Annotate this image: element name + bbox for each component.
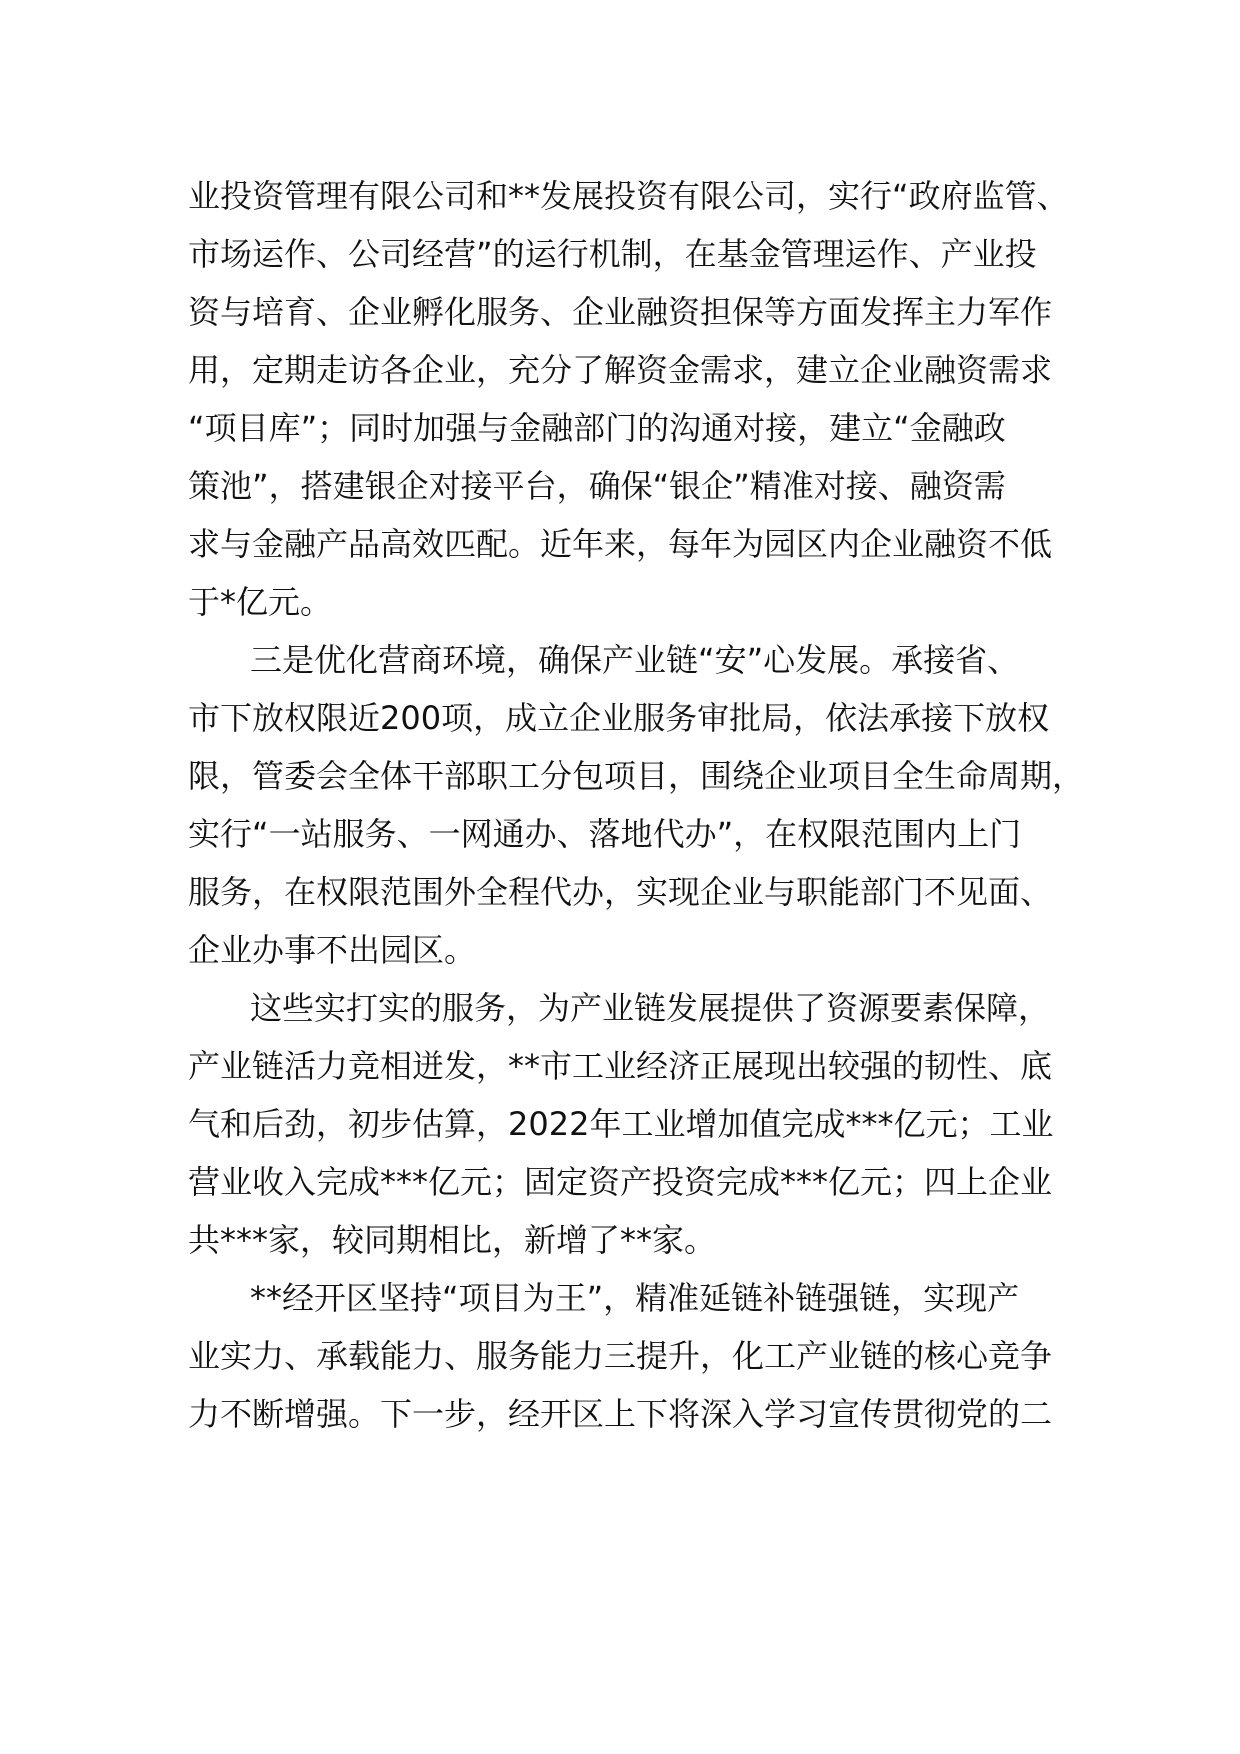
text-line: 气和后劲，初步估算，2022年工业增加值完成***亿元；工业 xyxy=(188,1105,1054,1143)
paragraph-first-line: 三是优化营商环境，确保产业链“安”心发展。承接省、 xyxy=(250,641,1020,679)
text-line: 求与金融产品高效匹配。近年来，每年为园区内企业融资不低 xyxy=(188,525,1053,563)
text-line: 业投资管理有限公司和**发展投资有限公司，实行“政府监管、 xyxy=(188,177,1069,215)
text-line: 企业办事不出园区。 xyxy=(188,931,477,969)
text-line: 市场运作、公司经营”的运行机制，在基金管理运作、产业投 xyxy=(188,235,1037,273)
text-line: 市下放权限近200项，成立企业服务审批局，依法承接下放权 xyxy=(188,699,1050,737)
text-line: 策池”，搭建银企对接平台，确保“银企”精准对接、融资需 xyxy=(188,467,1006,505)
text-line: 力不断增强。下一步，经开区上下将深入学习宣传贯彻党的二 xyxy=(188,1395,1053,1433)
paragraph-first-line: **经开区坚持“项目为王”，精准延链补链强链，实现产 xyxy=(250,1279,1020,1317)
text-line: 资与培育、企业孵化服务、企业融资担保等方面发挥主力军作 xyxy=(188,293,1053,331)
text-line: “项目库”；同时加强与金融部门的沟通对接，建立“金融政 xyxy=(188,409,1006,447)
text-line: 于*亿元。 xyxy=(188,583,333,621)
text-line: 用，定期走访各企业，充分了解资金需求，建立企业融资需求 xyxy=(188,351,1053,389)
text-line: 实行“一站服务、一网通办、落地代办”，在权限范围内上门 xyxy=(188,815,1022,853)
text-line: 业实力、承载能力、服务能力三提升，化工产业链的核心竞争 xyxy=(188,1337,1053,1375)
text-line: 营业收入完成***亿元；固定资产投资完成***亿元；四上企业 xyxy=(188,1163,1053,1201)
text-line: 服务，在权限范围外全程代办，实现企业与职能部门不见面、 xyxy=(188,873,1053,911)
text-line: 限，管委会全体干部职工分包项目，围绕企业项目全生命周期， xyxy=(188,757,1085,795)
text-line: 产业链活力竞相迸发，**市工业经济正展现出较强的韧性、底 xyxy=(188,1047,1053,1085)
text-line: 共***家，较同期相比，新增了**家。 xyxy=(188,1221,717,1259)
paragraph-first-line: 这些实打实的服务，为产业链发展提供了资源要素保障， xyxy=(250,989,1051,1027)
